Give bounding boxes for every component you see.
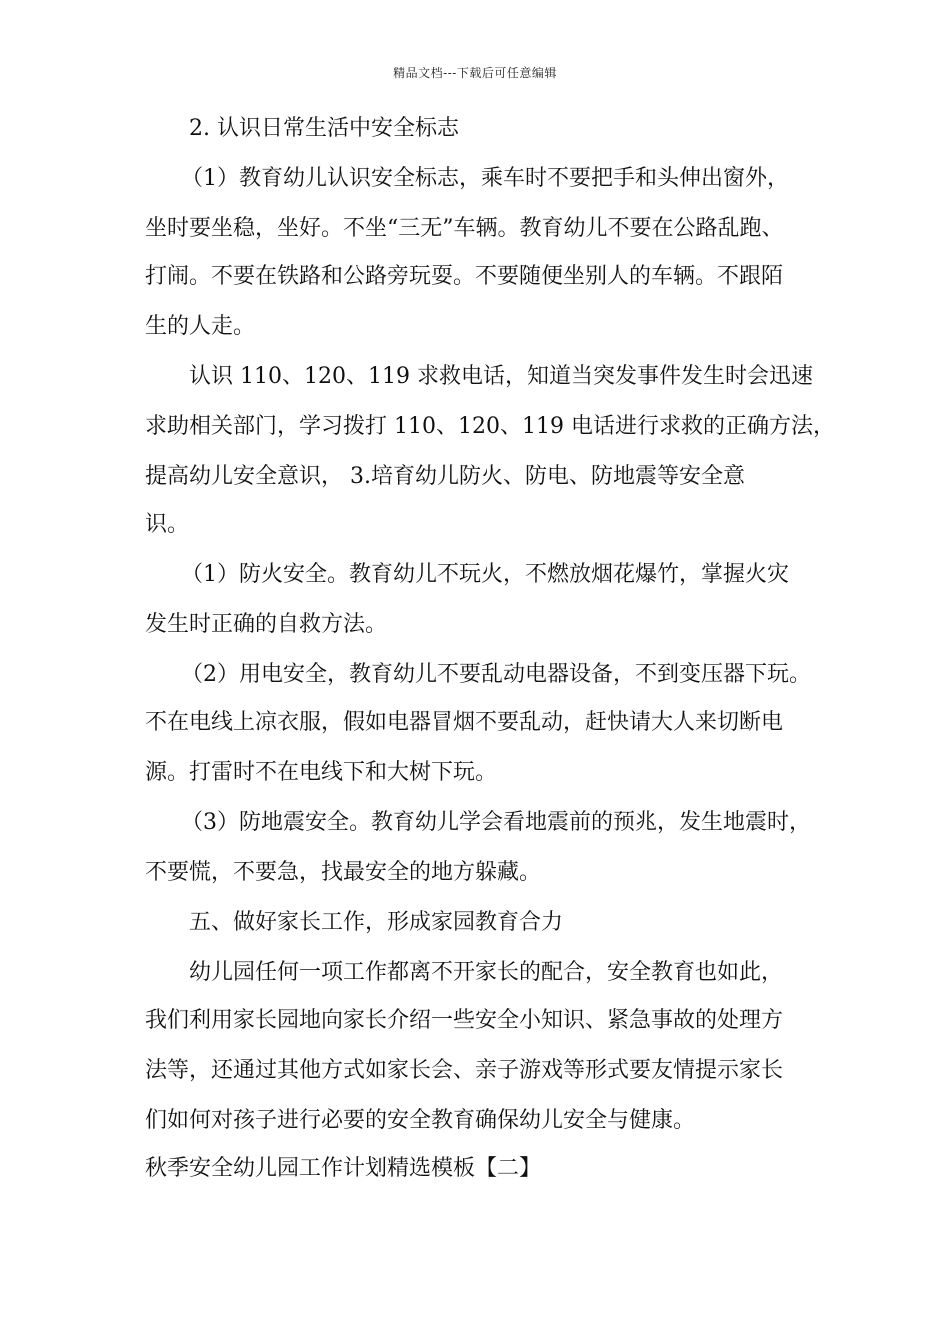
page-header: 精品文档---下载后可任意编辑 [393,66,557,80]
text-line: （2）用电安全，教育幼儿不要乱动电器设备，不到变压器下玩。 [181,662,811,687]
text-line: 五、做好家长工作，形成家园教育合力 [189,910,564,935]
text-line: 提高幼儿安全意识， 3.培育幼儿防火、防电、防地震等安全意 [145,464,745,489]
text-line: 认识 110、120、119 求救电话，知道当突发事件发生时会迅速 [189,364,813,389]
text-line: 幼儿园任何一项工作都离不开家长的配合，安全教育也如此， [189,960,784,985]
text-line: 不要慌，不要急，找最安全的地方躲藏。 [145,860,542,885]
text-line: 源。打雷时不在电线下和大树下玩。 [145,760,498,785]
text-line: 求助相关部门，学习拨打 110、120、119 电话进行求救的正确方法， [145,414,835,439]
text-line: 发生时正确的自救方法。 [145,612,388,637]
text-line: （1）防火安全。教育幼儿不玩火，不燃放烟花爆竹，掌握火灾 [181,562,789,587]
text-line: 2. 认识日常生活中安全标志 [189,116,459,141]
text-line: 们如何对孩子进行必要的安全教育确保幼儿安全与健康。 [145,1108,696,1133]
text-line: 打闹。不要在铁路和公路旁玩耍。不要随便坐别人的车辆。不跟陌 [145,264,784,289]
text-line: （1）教育幼儿认识安全标志，乘车时不要把手和头伸出窗外， [181,166,789,191]
text-line: 识。 [145,512,190,537]
text-line: （3）防地震安全。教育幼儿学会看地震前的预兆，发生地震时， [181,810,811,835]
text-line: 我们利用家长园地向家长介绍一些安全小知识、紧急事故的处理方 [145,1008,784,1033]
text-line: 坐时要坐稳，坐好。不坐“三无”车辆。教育幼儿不要在公路乱跑、 [145,216,784,241]
text-line: 法等，还通过其他方式如家长会、亲子游戏等形式要友情提示家长 [145,1058,784,1083]
text-line: 生的人走。 [145,314,256,339]
text-line: 不在电线上凉衣服，假如电器冒烟不要乱动，赶快请大人来切断电 [145,710,784,735]
text-line: 秋季安全幼儿园工作计划精选模板【二】 [145,1156,542,1181]
